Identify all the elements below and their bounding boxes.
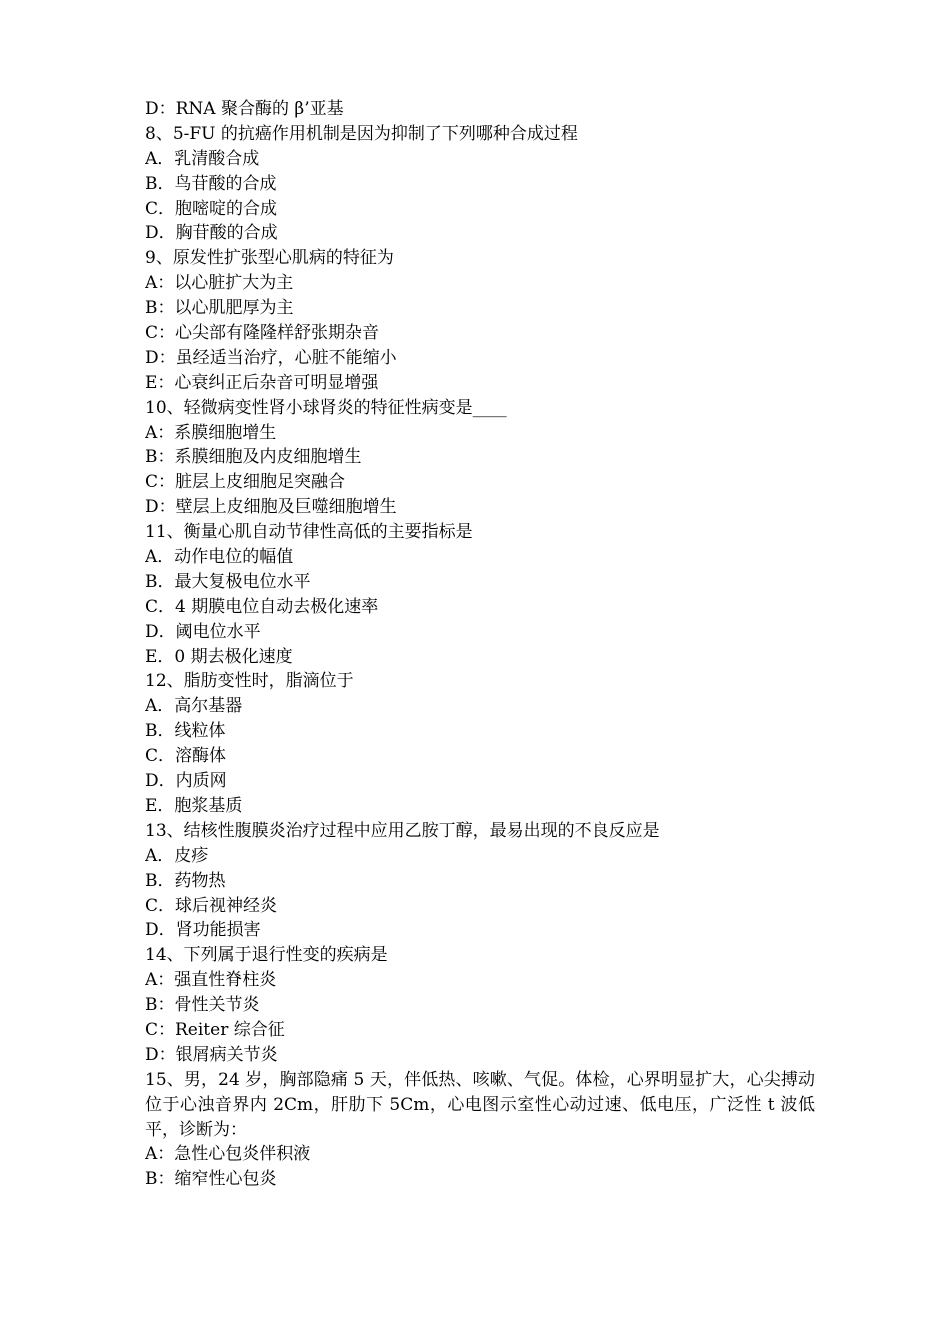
option-line: D：虽经适当治疗，心脏不能缩小 <box>145 347 397 368</box>
option-line: B：以心肌肥厚为主 <box>145 298 294 319</box>
option-line: C：心尖部有隆隆样舒张期杂音 <box>145 323 380 344</box>
option-line: B．最大复极电位水平 <box>145 571 311 592</box>
question-9: 9、原发性扩张型心肌病的特征为 <box>145 248 394 269</box>
option-line: A．乳清酸合成 <box>145 148 260 169</box>
option-line: E．胞浆基质 <box>145 795 243 816</box>
option-line: D．肾功能损害 <box>145 920 261 941</box>
option-line: A：以心脏扩大为主 <box>145 273 294 294</box>
question-15-stem: 15、男，24 岁，胸部隐痛 5 天，伴低热、咳嗽、气促。体检，心界明显扩大，心尖搏动位于心浊音界内 2Cm，肝肋下 5Cm，心电图示室性心动过速、低电压，广泛性 t 波低平，诊断为： <box>145 1069 815 1140</box>
option-line: B．药物热 <box>145 870 226 891</box>
option-line: B．线粒体 <box>145 721 226 742</box>
option-line: C．胞嘧啶的合成 <box>145 198 278 219</box>
option-line: D．胸苷酸的合成 <box>145 223 278 244</box>
option-line: A．动作电位的幅值 <box>145 547 294 568</box>
option-line: C．溶酶体 <box>145 746 227 767</box>
option-line: D．内质网 <box>145 771 227 792</box>
option-line: E．0 期去极化速度 <box>145 646 293 667</box>
option-line: A．皮疹 <box>145 845 209 866</box>
option-line: D：银屑病关节炎 <box>145 1044 278 1065</box>
option-line: B：缩窄性心包炎 <box>145 1169 277 1190</box>
question-10: 10、轻微病变性肾小球肾炎的特征性病变是____ <box>145 397 507 418</box>
option-line: C．球后视神经炎 <box>145 895 278 916</box>
option-line: B：骨性关节炎 <box>145 995 260 1016</box>
option-line: A：强直性脊柱炎 <box>145 970 277 991</box>
text-line: D：RNA 聚合酶的 β’亚基 <box>145 99 344 119</box>
question-11: 11、衡量心肌自动节律性高低的主要指标是 <box>145 522 473 543</box>
option-line: C：Reiter 综合征 <box>145 1019 285 1040</box>
option-line: D：壁层上皮细胞及巨噬细胞增生 <box>145 497 397 518</box>
option-line: E：心衰纠正后杂音可明显增强 <box>145 372 379 393</box>
option-line: A：急性心包炎伴积液 <box>145 1144 311 1165</box>
option-line: B：系膜细胞及内皮细胞增生 <box>145 447 362 468</box>
option-line: D．阈电位水平 <box>145 621 261 642</box>
question-14: 14、下列属于退行性变的疾病是 <box>145 945 388 966</box>
question-13: 13、结核性腹膜炎治疗过程中应用乙胺丁醇，最易出现的不良反应是 <box>145 820 660 841</box>
question-8: 8、5-FU 的抗癌作用机制是因为抑制了下列哪种合成过程 <box>145 123 578 144</box>
option-line: C：脏层上皮细胞足突融合 <box>145 472 346 493</box>
option-line: C．4 期膜电位自动去极化速率 <box>145 596 379 617</box>
question-12: 12、脂肪变性时，脂滴位于 <box>145 671 354 692</box>
document-page <box>145 97 815 1192</box>
option-line: A．高尔基器 <box>145 696 243 717</box>
option-line: A：系膜细胞增生 <box>145 422 277 443</box>
option-line: B．鸟苷酸的合成 <box>145 173 277 194</box>
